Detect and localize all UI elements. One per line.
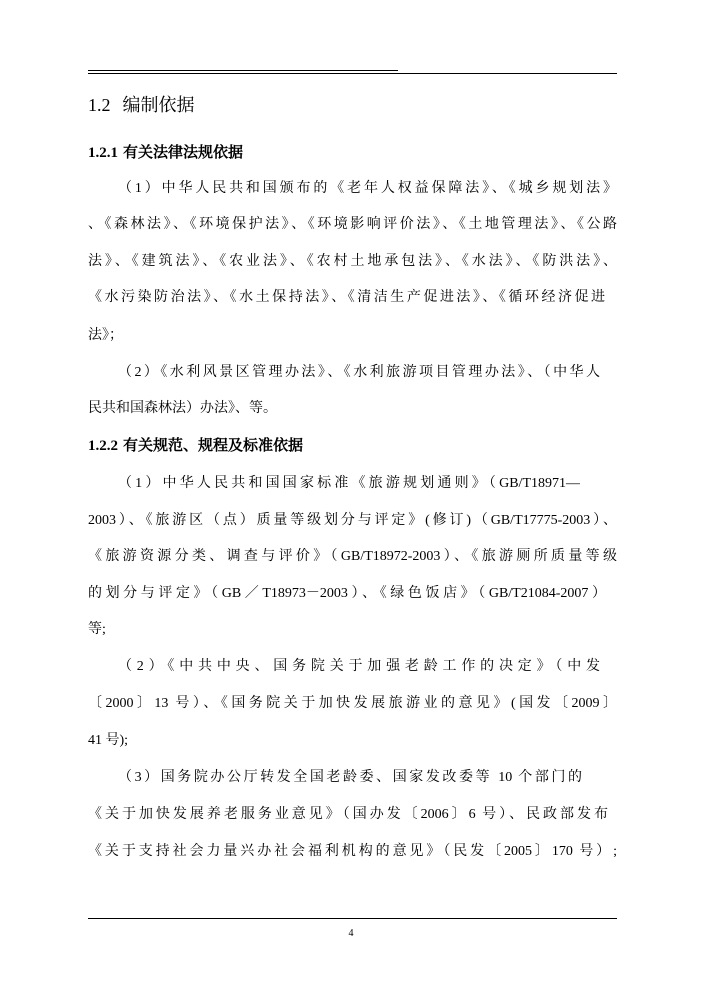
subsection-heading [88, 435, 303, 457]
text-line: 民共和国森林法）办法》、等。 [88, 401, 277, 416]
page-number: 4 [348, 928, 354, 939]
text-line: 《水污染防治法》、《水土保持法》、《清洁生产促进法》、《循环经济促进 [88, 290, 605, 305]
text-line: 〔2000〕13 号）、《国务院关于加快发展旅游业的意见》(国发〔2009〕 [88, 696, 617, 711]
text-line: 法》； [88, 328, 123, 343]
subsection-title: 有关规范、规程及标准依据 [123, 438, 304, 454]
footer-rule [88, 918, 617, 919]
text-line: 41 号); [88, 733, 129, 748]
text-line: （1）中华人民共和国国家标准《旅游规划通则》（GB/T18971— [118, 476, 580, 491]
text-line: （3）国务院办公厅转发全国老龄委、国家发改委等 10 个部门的 [118, 770, 582, 785]
text-line: 法》、《建筑法》、《农业法》、《农村土地承包法》、《水法》、《防洪法》、 [88, 254, 617, 269]
text-line: 《关于支持社会力量兴办社会福利机构的意见》（民发〔2005〕170 号）; [88, 844, 617, 859]
header-rule-short [88, 70, 398, 71]
text-line: 2003）、《旅游区（点）质量等级划分与评定》(修订)（GB/T17775-2003）、 [88, 513, 617, 528]
subsection-title: 有关法律法规依据 [123, 145, 244, 161]
text-line: 、《森林法》、《环境保护法》、《环境影响评价法》、《土地管理法》、《公路 [88, 217, 617, 232]
text-line: 《关于加快发展养老服务业意见》（国办发〔2006〕6 号）、民政部发布 [88, 807, 608, 822]
text-line: （1）中华人民共和国颁布的《老年人权益保障法》、《城乡规划法》 [118, 181, 617, 196]
section-title: 编制依据 [122, 95, 195, 115]
header-rule-long [88, 73, 617, 74]
text-line: 《旅游资源分类、调查与评价》（GB/T18972-2003）、《旅游厕所质量等级 [88, 549, 617, 564]
subsection-heading [88, 142, 243, 164]
text-line: （2）《中共中央、国务院关于加强老龄工作的决定》（中发 [118, 659, 600, 674]
text-line: 的划分与评定》（GB／T18973－2003）、《绿色饭店》（GB/T21084-2007） [88, 586, 606, 601]
section-heading [88, 93, 195, 117]
text-line: （2）《水利风景区管理办法》、《水利旅游项目管理办法》、（中华人 [118, 365, 600, 380]
section-number: 1.2 [88, 95, 111, 115]
subsection-number: 1.2.1 [88, 145, 118, 161]
subsection-number: 1.2.2 [88, 438, 118, 454]
text-line: 等; [88, 622, 106, 637]
